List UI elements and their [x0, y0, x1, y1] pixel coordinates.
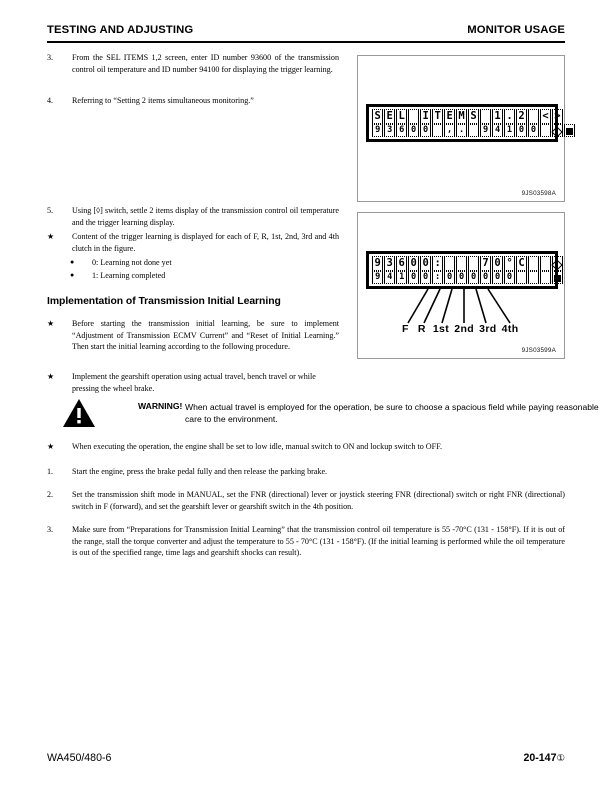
warning-text: When actual travel is employed for the operation, be sure to choose a spacious field while paying reasonable care to the environment. — [185, 402, 599, 425]
lcd-char: ° — [506, 257, 513, 269]
lcd-char-cell — [540, 271, 551, 284]
lcd-char — [552, 256, 563, 270]
step-item-5 — [47, 205, 339, 228]
lcd-char-cell — [432, 109, 443, 124]
procedure-item-1 — [47, 466, 565, 478]
warning-block — [62, 398, 599, 434]
lcd-char: 7 — [482, 257, 489, 269]
sub-bullet-learning-completed — [70, 270, 320, 282]
footer-revision-mark: ① — [556, 753, 565, 764]
lcd-char: 0 — [423, 272, 429, 282]
lcd-char-cell — [396, 256, 407, 271]
lcd-char — [552, 271, 563, 283]
lcd-char-cell — [444, 271, 455, 284]
lcd-char-cell — [504, 124, 515, 137]
lcd-char-cell — [468, 109, 479, 124]
lcd-char: 0 — [458, 272, 465, 282]
page-footer — [47, 752, 565, 770]
lcd-row-bottom — [372, 271, 552, 284]
lcd-char-cell — [516, 256, 527, 271]
lcd-char-cell — [540, 256, 551, 271]
header-right-title: MONITOR USAGE — [467, 24, 565, 36]
lcd-char: 9 — [375, 125, 381, 135]
figure-trigger-learning-screen — [357, 212, 565, 359]
step-text: Using [◊] switch, settle 2 items display of the transmission control oil temperature and the trigger learning display. — [72, 206, 339, 227]
lcd-char-cell — [420, 109, 431, 124]
lcd-char: 4 — [494, 125, 501, 135]
lcd-char-cell — [528, 256, 539, 271]
lcd-char-cell — [492, 124, 503, 137]
lcd-char-cell — [432, 256, 443, 271]
lcd-char-cell — [384, 256, 395, 271]
lcd-char-cell — [420, 271, 431, 284]
lcd-char-cell — [552, 256, 563, 271]
lcd-row-bottom — [372, 124, 552, 137]
lcd-char: 0 — [518, 125, 525, 135]
lcd-char-cell — [456, 124, 467, 137]
lcd-char-cell — [552, 271, 563, 284]
lcd-char-cell — [396, 124, 407, 137]
procedure-item-3 — [47, 524, 565, 559]
lcd-char: 0 — [506, 272, 513, 282]
lcd-char-cell — [396, 109, 407, 124]
lcd-char: 0 — [482, 272, 489, 282]
lcd-char-cell — [444, 124, 455, 137]
lcd-char: . — [506, 110, 513, 122]
step-text: Set the transmission shift mode in MANUAL, set the FNR (directional) lever or joystick steering FNR (directional) switch or right FNR (directional) switch in F (forward), and set the gearshift lever or gearshift switch in the 4th position. — [72, 490, 565, 511]
step-marker: 5. — [47, 206, 54, 215]
lcd-char: . — [458, 125, 465, 135]
lcd-char: 9 — [374, 257, 381, 269]
lcd-char-cell — [504, 109, 515, 124]
star-marker: ★ — [47, 442, 55, 451]
lcd-char-cell — [432, 271, 443, 284]
callout-label-f: F — [402, 323, 409, 335]
lcd-char-cell — [408, 124, 419, 137]
lcd-char: : — [435, 272, 441, 282]
lcd-char-cell — [408, 256, 419, 271]
step-text: From the SEL ITEMS 1,2 screen, enter ID number 93600 of the transmission control oil temperature and ID number 94100 for displaying the trigger learning. — [72, 53, 339, 74]
lcd-char-cell — [456, 256, 467, 271]
lcd-char-cell — [408, 271, 419, 284]
callout-label-4th: 4th — [501, 323, 519, 335]
section-heading: Implementation of Transmission Initial Learning — [47, 296, 281, 307]
lcd-char-cell — [552, 124, 563, 137]
sub-bullet-learning-not-done — [70, 257, 320, 269]
lcd-char-cell — [444, 109, 455, 124]
lcd-char-cell — [456, 109, 467, 124]
lcd-char-cell — [540, 124, 551, 137]
bullet-marker: ● — [70, 271, 75, 279]
warning-label: WARNING! — [138, 401, 183, 411]
star-note-trigger-learning — [47, 231, 339, 254]
header-left-title: TESTING AND ADJUSTING — [47, 24, 194, 36]
footer-page-number — [523, 752, 565, 764]
lcd-char-cell — [528, 109, 539, 124]
section-note-2 — [47, 371, 339, 394]
lcd-char: C — [518, 257, 525, 269]
lcd-char: 0 — [410, 257, 417, 269]
step-marker: 4. — [47, 96, 54, 105]
lcd-char: L — [398, 110, 405, 122]
lcd-char: S — [374, 110, 381, 122]
lcd-char: 4 — [387, 272, 393, 282]
lcd-char-cell — [384, 271, 395, 284]
section-note-text: Before starting the transmission initial learning, be sure to implement “Adjustment of Transmission ECMV Current” and “Reset of Initial Learning.” Then start the initial learning according to the following procedure. — [72, 319, 339, 352]
footer-model: WA450/480-6 — [47, 752, 112, 764]
lcd-char-cell — [480, 109, 491, 124]
lcd-row-top — [372, 256, 552, 271]
lcd-char-cell — [468, 271, 479, 284]
step-item-4 — [47, 95, 339, 107]
lcd-char-cell — [480, 124, 491, 137]
figure-code: 9JS03598A — [521, 190, 556, 197]
lcd-char-cell — [528, 271, 539, 284]
lcd-char: E — [446, 110, 453, 122]
warning-triangle-icon — [62, 398, 96, 428]
lcd-char-cell — [372, 109, 383, 124]
lcd-char: 0 — [530, 125, 537, 135]
lcd-char-cell — [372, 256, 383, 271]
lcd-char: , — [447, 125, 453, 135]
lcd-char-cell — [516, 124, 527, 137]
procedure-item-2 — [47, 489, 565, 512]
star-note-text: Content of the trigger learning is displayed for each of F, R, 1st, 2nd, 3rd and 4th clutch in the figure. — [72, 232, 339, 253]
lcd-row-top — [372, 109, 561, 124]
callout-label-1st: 1st — [432, 323, 450, 335]
lcd-char: 6 — [398, 257, 405, 269]
lcd-char: < — [542, 110, 549, 122]
lcd-char: 0 — [423, 125, 429, 135]
lcd-char-cell — [396, 271, 407, 284]
lcd-char: 3 — [387, 125, 393, 135]
lcd-panel-trigger-learning — [366, 251, 558, 289]
callout-label-2nd: 2nd — [454, 323, 475, 335]
lcd-char-cell — [516, 109, 527, 124]
bullet-marker: ● — [70, 258, 75, 266]
footer-page-value: 20-147 — [523, 752, 557, 764]
lcd-char: 0 — [494, 272, 501, 282]
lcd-char: > — [554, 110, 561, 122]
lcd-char-cell — [444, 256, 455, 271]
lcd-char-cell — [432, 124, 443, 137]
lcd-char: 3 — [386, 257, 393, 269]
figure-sel-items-screen — [357, 55, 565, 202]
lcd-char-cell — [552, 109, 563, 124]
lcd-char-cell — [492, 109, 503, 124]
lcd-char: 0 — [411, 125, 417, 135]
star-marker: ★ — [47, 319, 55, 328]
lcd-char: 1 — [399, 272, 405, 282]
callout-label-r: R — [417, 323, 426, 335]
lcd-char-cell — [492, 271, 503, 284]
lcd-char-cell — [420, 124, 431, 137]
lcd-char: 6 — [399, 125, 405, 135]
lcd-char-cell — [468, 124, 479, 137]
step-marker: 1. — [47, 467, 54, 476]
star-marker: ★ — [47, 232, 55, 241]
step-text: Referring to “Setting 2 items simultaneous monitoring.” — [72, 96, 254, 105]
star-marker: ★ — [47, 372, 55, 381]
lcd-char-cell — [564, 124, 575, 137]
lcd-char-cell — [480, 271, 491, 284]
lcd-char: I — [422, 110, 429, 122]
lcd-char: 0 — [494, 257, 501, 269]
lcd-char-cell — [504, 271, 515, 284]
lcd-char-cell — [372, 271, 383, 284]
lcd-char: 0 — [422, 257, 429, 269]
lcd-char: E — [386, 110, 393, 122]
lcd-char-cell — [384, 124, 395, 137]
step-item-3 — [47, 52, 339, 75]
lcd-char-cell — [456, 271, 467, 284]
lcd-char: S — [470, 110, 477, 122]
lcd-char: M — [458, 110, 465, 122]
lcd-char — [564, 124, 575, 136]
callout-labels — [402, 323, 519, 335]
lcd-char-cell — [468, 256, 479, 271]
step-marker: 3. — [47, 53, 54, 62]
lcd-char: 0 — [411, 272, 417, 282]
lcd-char-cell — [480, 256, 491, 271]
lcd-char: T — [434, 110, 441, 122]
figure-code: 9JS03599A — [521, 347, 556, 354]
lcd-char-cell — [372, 124, 383, 137]
bullet-text: 1: Learning completed — [92, 271, 166, 280]
lcd-char: : — [434, 257, 441, 269]
lcd-char: 1 — [494, 110, 501, 122]
lcd-char-cell — [384, 109, 395, 124]
lcd-char: 2 — [518, 110, 525, 122]
lcd-char-cell — [528, 124, 539, 137]
section-note-text: Implement the gearshift operation using actual travel, bench travel or while pressing the wheel brake. — [72, 372, 316, 393]
star-note-text: When executing the operation, the engine shall be set to low idle, manual switch to ON and lockup switch to OFF. — [72, 442, 443, 451]
lcd-panel-sel-items — [366, 104, 561, 142]
lcd-char: 0 — [470, 272, 477, 282]
lcd-char-cell — [408, 109, 419, 124]
section-note-1 — [47, 318, 339, 353]
lcd-char: 0 — [447, 272, 453, 282]
header-divider — [47, 41, 565, 43]
step-marker: 2. — [47, 490, 54, 499]
lcd-char: 9 — [482, 125, 489, 135]
bullet-text: 0: Learning not done yet — [92, 258, 172, 267]
step-marker: 3. — [47, 525, 54, 534]
callout-label-3rd: 3rd — [479, 323, 497, 335]
step-text: Start the engine, press the brake pedal fully and then release the parking brake. — [72, 467, 328, 476]
lcd-char: 9 — [375, 272, 381, 282]
lcd-char-cell — [516, 271, 527, 284]
lcd-char-cell — [504, 256, 515, 271]
step-text: Make sure from “Preparations for Transmission Initial Learning” that the transmission control oil temperature is 55 -70°C (131 - 158°F). If it is out of the range, stall the torque converter and adjust the temperature to 55 - 70°C (131 - 158°F). (If the initial learning is performed while the oil temperature is out of the specified range, time lags and gearshift shocks can result). — [72, 525, 565, 558]
lcd-char-cell — [492, 256, 503, 271]
lcd-char-cell — [540, 109, 551, 124]
lcd-char: 1 — [506, 125, 513, 135]
lcd-char-cell — [420, 256, 431, 271]
lcd-char — [552, 124, 563, 136]
star-note-engine-idle — [47, 441, 565, 453]
